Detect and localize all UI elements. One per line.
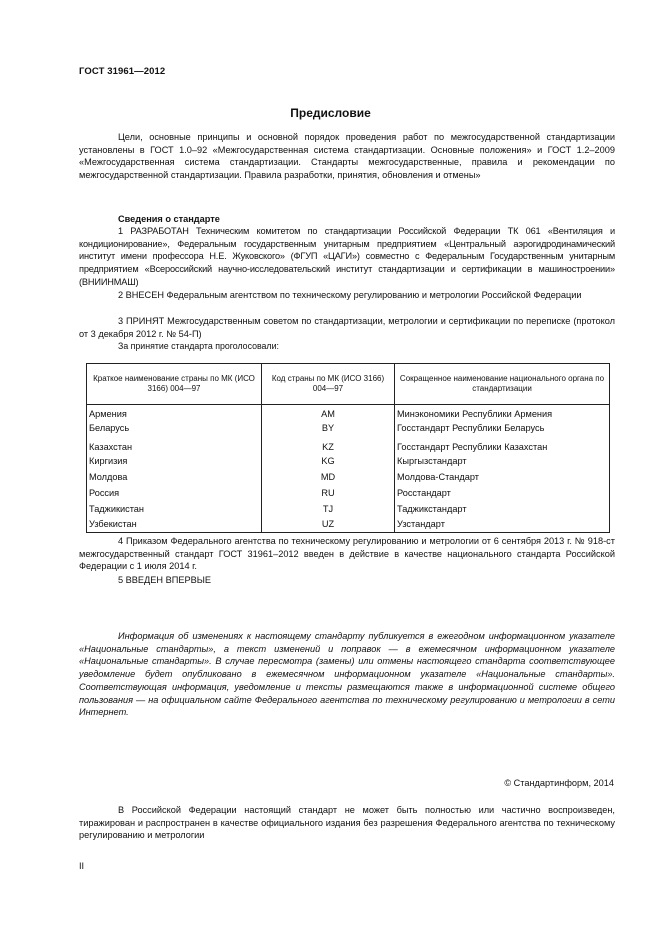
organ-cell: Росстандарт bbox=[395, 485, 610, 501]
code-cell: MD bbox=[262, 468, 395, 485]
table-row bbox=[87, 455, 610, 469]
item-developed: 1 РАЗРАБОТАН Техническим комитетом по стандартизации Российской Федерации ТК 061 «Вентиляция и кондиционирование», Федеральным государственным унитарным предприятием «Центральный аэрогидродинамический институт имени профессора Н.Е. Жуковского» (ФГУП «ЦАГИ») совместно с Федеральным Государственным унитарным предприятием «Всероссийский научно-исследовательский институт стандартизации и сертификации в машиностроении» (ВНИИНМАШ) bbox=[79, 226, 615, 287]
organ-cell: Госстандарт Республики Казахстан bbox=[395, 435, 610, 455]
organ-cell: Узстандарт bbox=[395, 516, 610, 532]
header-country: Краткое наименование страны по МК (ИСО 3166) 004—97 bbox=[87, 364, 262, 405]
organ-cell: Минэкономики Республики Армения bbox=[395, 405, 610, 422]
country-cell: Россия bbox=[87, 485, 262, 501]
country-cell: Узбекистан bbox=[87, 516, 262, 532]
code-cell: TJ bbox=[262, 501, 395, 517]
code-cell: RU bbox=[262, 485, 395, 501]
code-cell: AM bbox=[262, 405, 395, 422]
country-cell: Молдова bbox=[87, 468, 262, 485]
country-cell: Армения bbox=[87, 405, 262, 422]
table-row bbox=[87, 468, 610, 485]
organ-cell: Кыргызстандарт bbox=[395, 455, 610, 469]
code-cell: BY bbox=[262, 422, 395, 436]
organ-cell: Госстандарт Республики Беларусь bbox=[395, 422, 610, 436]
item-adopted: 3 ПРИНЯТ Межгосударственным советом по стандартизации, метрологии и сертификации по переписке (протокол от 3 декабря 2012 г. № 54-П) bbox=[79, 316, 615, 339]
intro-paragraph: Цели, основные принципы и основной порядок проведения работ по межгосударственной стандартизации установлены в ГОСТ 1.0–92 «Межгосударственная система стандартизации. Основные положения» и ГОСТ 1.2–2009 «Межгосударственная система стандартизации. Стандарты межгосударственные, правила и рекомендации по межгосударственной стандартизации. Правила разработки, принятия, обновления и отмены» bbox=[79, 132, 615, 181]
item-enacted: 4 Приказом Федерального агентства по техническому регулированию и метрологии от 6 сентября 2013 г. № 918-ст межгосударственный стандарт ГОСТ 31961–2012 введен в действие в качестве национального стандарта Российской Федерации с 1 июля 2014 г. bbox=[79, 536, 615, 572]
changes-notice: Информация об изменениях к настоящему стандарту публикуется в ежегодном информационном указателе «Национальные стандарты», а текст изменений и поправок — в ежемесячном информационном указателе «Национальные стандарты». В случае пересмотра (замены) или отмены настоящего стандарта соответствующее уведомление будет опубликовано в ежемесячном информационном указателе «Национальные стандарты». Соответствующая информация, уведомление и тексты размещаются также в информационной системе общего пользования — на официальном сайте Федерального агентства по техническому регулированию и метрологии в сети Интернет. bbox=[79, 631, 615, 718]
country-cell: Таджикистан bbox=[87, 501, 262, 517]
page-title: Предисловие bbox=[290, 106, 371, 120]
table-row bbox=[87, 501, 610, 517]
country-cell: Казахстан bbox=[87, 435, 262, 455]
country-cell: Беларусь bbox=[87, 422, 262, 436]
code-cell: UZ bbox=[262, 516, 395, 532]
organ-cell: Молдова-Стандарт bbox=[395, 468, 610, 485]
organ-cell: Таджикстандарт bbox=[395, 501, 610, 517]
table-row bbox=[87, 516, 610, 532]
item-first-introduced: 5 ВВЕДЕН ВПЕРВЫЕ bbox=[118, 575, 211, 585]
document-code: ГОСТ 31961—2012 bbox=[79, 66, 166, 77]
table-row bbox=[87, 405, 610, 422]
item-submitted: 2 ВНЕСЕН Федеральным агентством по техническому регулированию и метрологии Российской Федерации bbox=[118, 290, 582, 300]
page-number: II bbox=[79, 861, 85, 871]
table-row bbox=[87, 485, 610, 501]
code-cell: KG bbox=[262, 455, 395, 469]
vote-label: За принятие стандарта проголосовали: bbox=[118, 341, 279, 351]
copyright: © Стандартинформ, 2014 bbox=[504, 778, 614, 788]
code-cell: KZ bbox=[262, 435, 395, 455]
country-cell: Киргизия bbox=[87, 455, 262, 469]
header-code: Код страны по МК (ИСО 3166) 004—97 bbox=[262, 364, 395, 405]
table-row bbox=[87, 422, 610, 436]
table-header-row bbox=[87, 364, 610, 405]
reproduction-restriction: В Российской Федерации настоящий стандарт не может быть полностью или частично воспроизведен, тиражирован и распространен в качестве официального издания без разрешения Федерального агентства по техническому регулированию и метрологии bbox=[79, 805, 615, 841]
table-row bbox=[87, 435, 610, 455]
header-organ: Сокращенное наименование национального органа по стандартизации bbox=[395, 364, 610, 405]
voting-table bbox=[86, 363, 610, 533]
info-heading: Сведения о стандарте bbox=[118, 214, 220, 224]
